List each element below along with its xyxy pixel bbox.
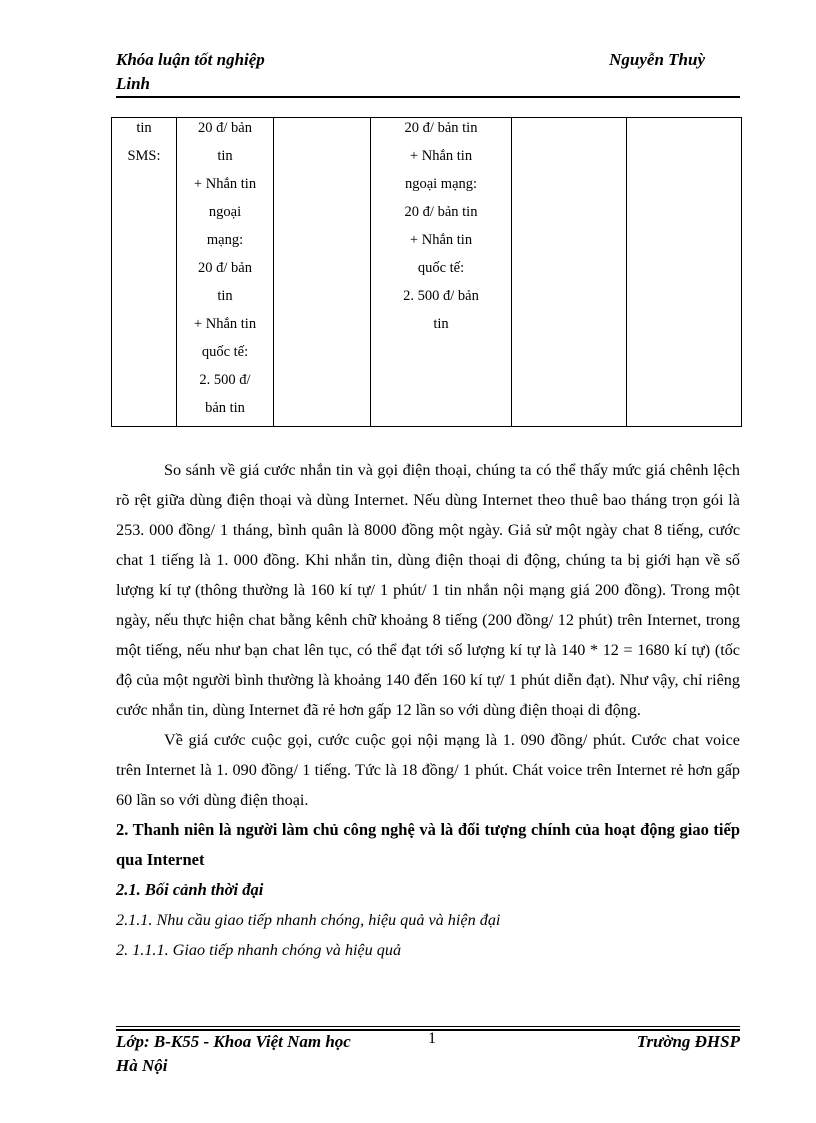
header-author-given-name: Linh bbox=[116, 74, 151, 93]
table-row bbox=[112, 118, 742, 427]
table-cell-line: tin bbox=[433, 316, 449, 332]
header-thesis-title: Khóa luận tốt nghiệp bbox=[116, 50, 265, 69]
table-cell-line: + Nhắn tin bbox=[193, 176, 257, 192]
table-cell-line: 20 đ/ bản bbox=[198, 120, 252, 136]
table-cell-line: mạng: bbox=[206, 232, 244, 248]
section-heading-2-1-1-1: 2. 1.1.1. Giao tiếp nhanh chóng và hiệu quả bbox=[116, 941, 402, 959]
main-content bbox=[116, 455, 740, 965]
table-cell-line: SMS: bbox=[127, 148, 161, 164]
page-footer bbox=[116, 1032, 740, 1082]
footer-city: Hà Nội bbox=[116, 1056, 168, 1075]
table-cell-line: quốc tế: bbox=[201, 344, 249, 360]
table-cell-empty-a bbox=[274, 118, 371, 427]
table-cell-line: ngoại mạng: bbox=[404, 176, 478, 192]
table-cell-line: 2. 500 đ/ bbox=[199, 372, 251, 388]
paragraph-price-comparison: So sánh về giá cước nhắn tin và gọi điện thoại, chúng ta có thể thấy mức giá chênh lệch rõ rệt giữa dùng điện thoại và dùng Internet. Nếu dùng Internet theo thuê bao tháng trọn gói là 253. 000 đồng/ 1 tháng, bình quân là 8000 đồng một ngày. Giả sử một ngày chat 8 tiếng, cước chat 1 tiếng là 1. 000 đồng. Khi nhắn tin, dùng điện thoại di động, chúng ta bị giới hạn về số lượng kí tự (thông thường là 160 kí tự/ 1 phút/ 1 tin nhắn nội mạng giá 200 đồng). Trong một ngày, nếu thực hiện chat bằng kênh chữ khoảng 8 tiếng (200 đồng/ 12 phút) trên Internet, trong một tiếng, nếu như bạn chat lên tục, có thể đạt tới số lượng kí tự là 140 * 12 = 1680 kí tự) (tốc độ của một người bình thường là khoảng 140 đến 160 kí tự/ 1 phút diễn đạt). Như vậy, chỉ riêng cước nhắn tin, dùng Internet đã rẻ hơn gấp 12 lần so với dùng điện thoại di động. bbox=[116, 461, 740, 719]
table-cell-line: tin bbox=[217, 148, 233, 164]
footer-university: Trường ĐHSP bbox=[636, 1032, 740, 1051]
price-table bbox=[111, 117, 742, 427]
page-number: 1 bbox=[428, 1030, 436, 1047]
header-divider bbox=[116, 96, 740, 98]
table-cell-line: + Nhắn tin bbox=[193, 316, 257, 332]
table-cell-line: tin bbox=[136, 120, 152, 136]
table-cell-line: bản tin bbox=[205, 400, 245, 416]
table-cell-line: + Nhắn tin bbox=[409, 232, 473, 248]
table-cell-line: + Nhắn tin bbox=[409, 148, 473, 164]
table-cell-empty-c bbox=[627, 118, 742, 427]
table-cell-price-a bbox=[177, 118, 274, 427]
table-cell-line: ngoại bbox=[208, 204, 242, 220]
paragraph-call-rates: Về giá cước cuộc gọi, cước cuộc gọi nội mạng là 1. 090 đồng/ phút. Cước chat voice trên Internet là 1. 090 đồng/ 1 tiếng. Tức là 18 đồng/ 1 phút. Chát voice trên Internet rẻ hơn gấp 60 lần so với dùng điện thoại. bbox=[116, 731, 740, 809]
section-heading-2-1-1: 2.1.1. Nhu cầu giao tiếp nhanh chóng, hiệu quả và hiện đại bbox=[116, 911, 501, 929]
table-cell-line: 20 đ/ bản tin bbox=[404, 120, 478, 136]
table-cell-empty-b bbox=[512, 118, 627, 427]
table-cell-line: tin bbox=[217, 288, 233, 304]
header-author-name: Nguyễn Thuỳ bbox=[609, 50, 705, 69]
table-cell-line: 20 đ/ bản tin bbox=[404, 204, 478, 220]
table-cell-price-b bbox=[371, 118, 512, 427]
section-heading-2: 2. Thanh niên là người làm chủ công nghệ và là đối tượng chính của hoạt động giao tiếp qua Internet bbox=[116, 820, 740, 869]
table-cell-line: quốc tế: bbox=[417, 260, 465, 276]
table-cell-line: 2. 500 đ/ bản bbox=[403, 288, 479, 304]
footer-divider-thin bbox=[116, 1026, 740, 1027]
table-cell-service bbox=[112, 118, 177, 427]
table-cell-line: 20 đ/ bản bbox=[198, 260, 252, 276]
section-heading-2-1: 2.1. Bối cảnh thời đại bbox=[116, 880, 264, 899]
page-header bbox=[116, 50, 740, 98]
footer-class-info: Lớp: B-K55 - Khoa Việt Nam học bbox=[116, 1032, 351, 1051]
